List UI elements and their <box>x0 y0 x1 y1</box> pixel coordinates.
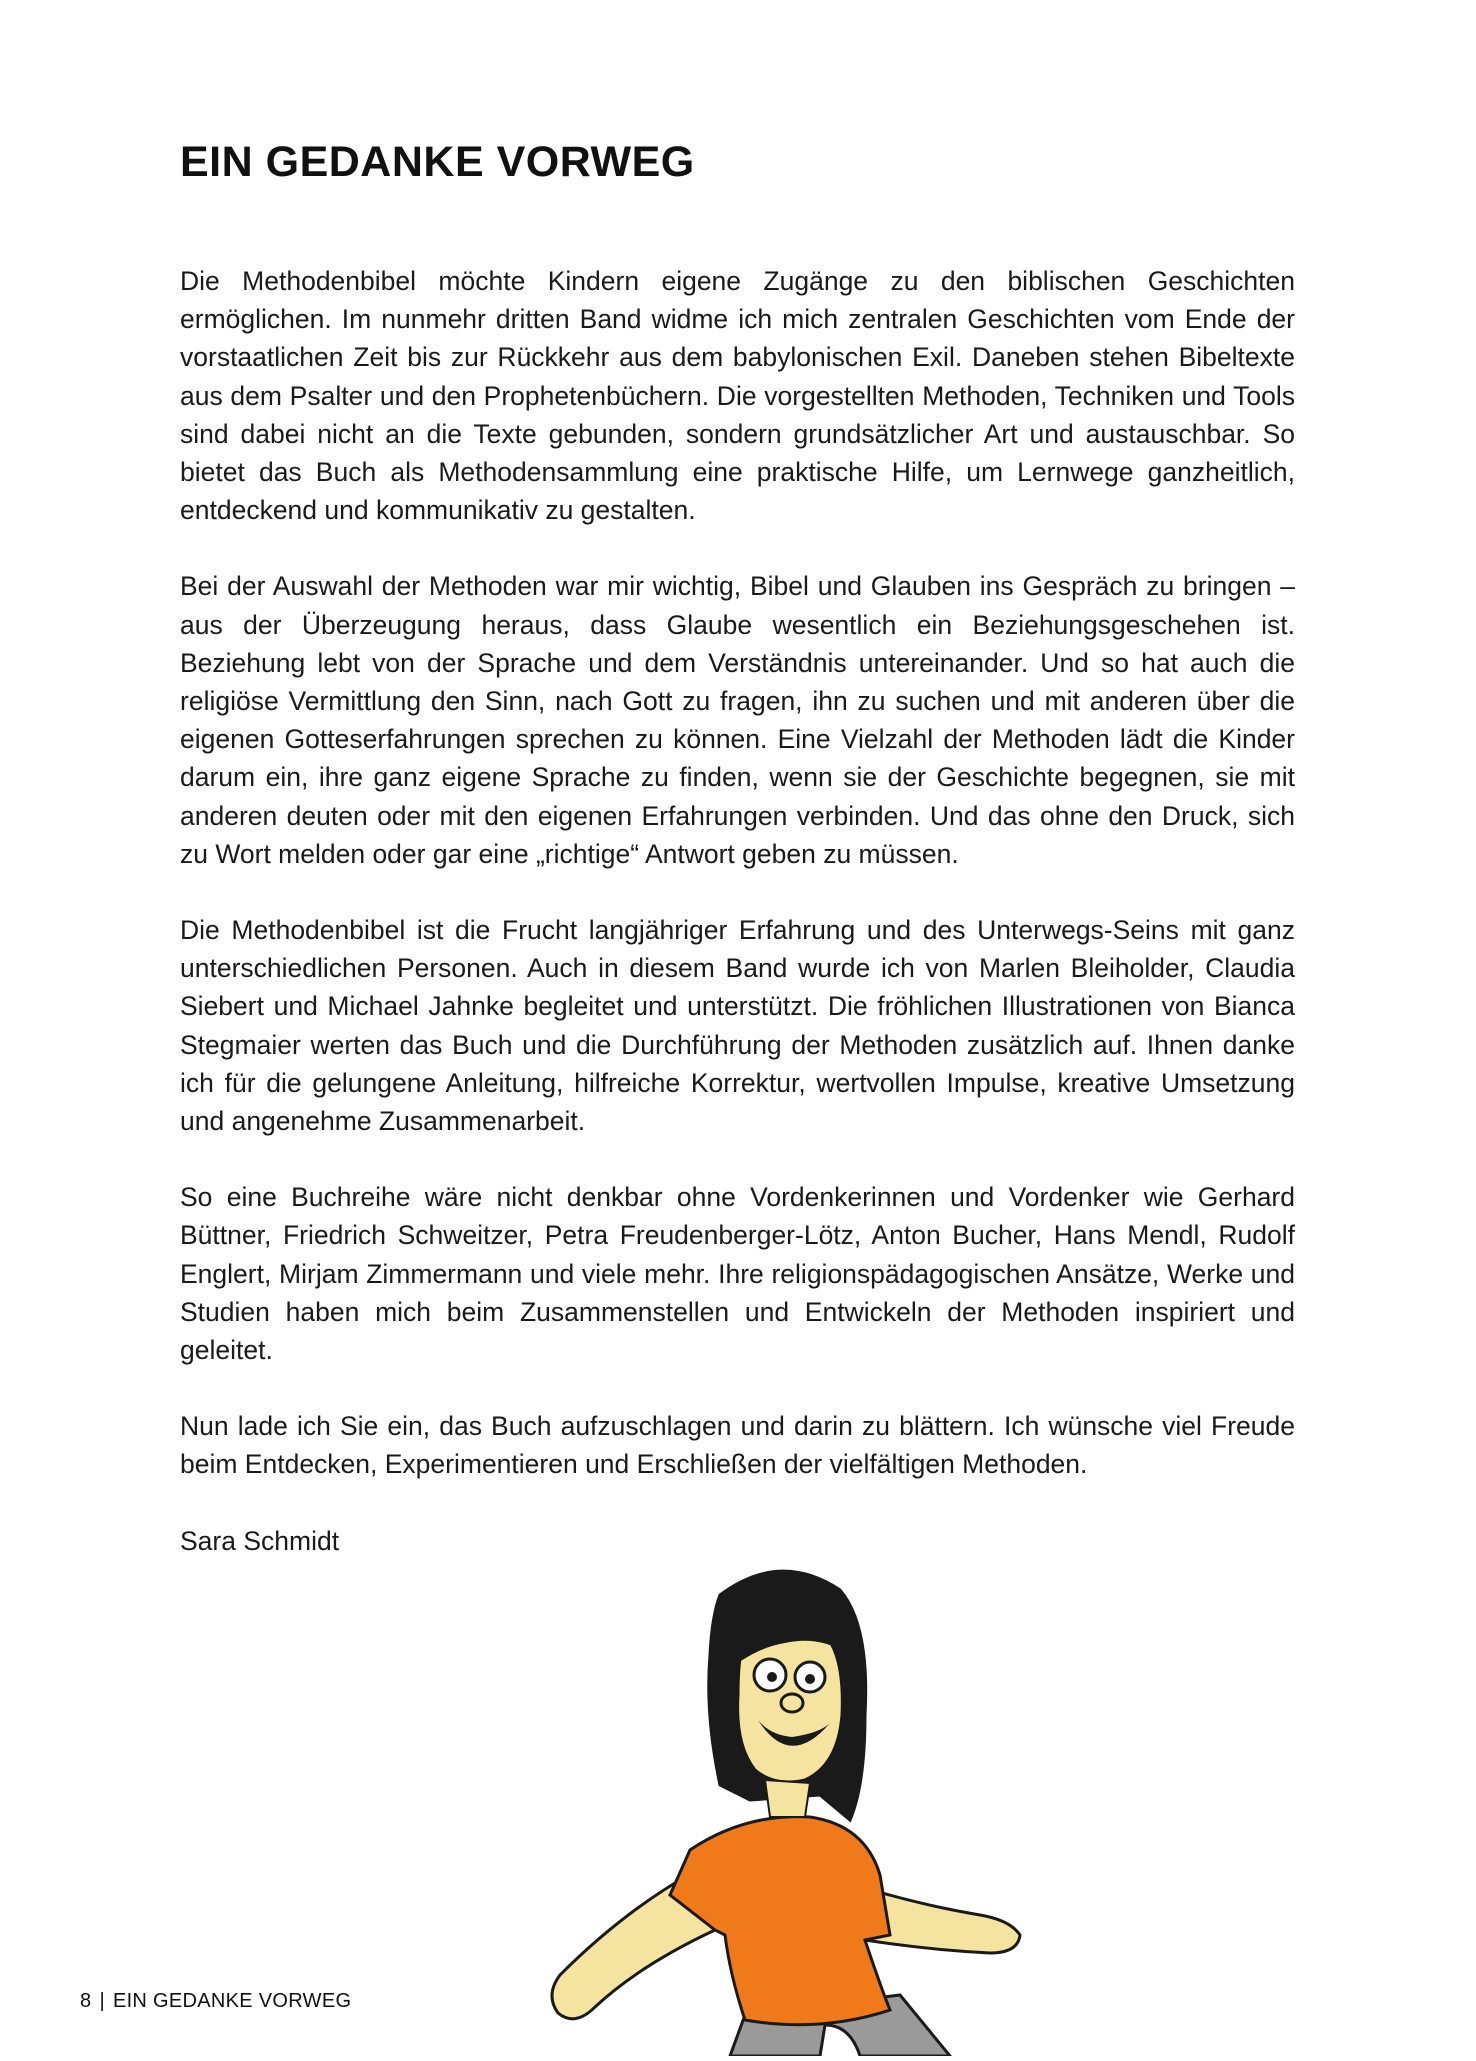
paragraph-thinkers: So eine Buchreihe wäre nicht denkbar ohne Vordenkerinnen und Vordenker wie Gerhard Büttner, Friedrich Schweitzer, Petra Freudenberger-Lötz, Anton Bucher, Hans Mendl, Rudolf Englert, Mirjam Zimmermann und viele mehr. Ihre religionspädagogischen Ansätze, Werke und Studien haben mich beim Zusammenstellen und Entwickeln der Methoden inspiriert und geleitet. <box>180 1182 1295 1366</box>
cartoon-child-illustration <box>520 1555 1040 2056</box>
paragraph-method-selection: Bei der Auswahl der Methoden war mir wichtig, Bibel und Glauben ins Gespräch zu bringen – aus der Überzeugung heraus, dass Glaube wesentlich ein Beziehungsgeschehen ist. Beziehung lebt von der Sprache und dem Verständnis untereinander. Und so hat auch die religiöse Vermittlung den Sinn, nach Gott zu fragen, ihn zu suchen und mit anderen über die eigenen Gotteserfahrungen sprechen zu können. Eine Vielzahl der Methoden lädt die Kinder darum ein, ihre ganz eigene Sprache zu finden, wenn sie der Geschichte begegnen, sie mit anderen deuten oder mit den eigenen Erfahrungen verbinden. Und das ohne den Druck, sich zu Wort melden oder gar eine „richtige“ Antwort geben zu müssen. <box>180 571 1295 869</box>
page-number: 8 <box>80 1990 92 2012</box>
shirt-shape <box>670 1817 890 2025</box>
page-footer <box>80 1990 351 2013</box>
paragraph-invitation: Nun lade ich Sie ein, das Buch aufzuschlagen und darin zu blättern. Ich wünsche viel Freude beim Entdecken, Experimentieren und Erschließen der vielfältigen Methoden. <box>180 1411 1295 1480</box>
cartoon-child-icon <box>520 1555 1040 2056</box>
footer-section-title: EIN GEDANKE VORWEG <box>112 1990 352 2012</box>
author-signature: Sara Schmidt <box>180 1525 340 1556</box>
footer-separator: | <box>99 1990 105 2012</box>
body-text <box>180 262 1295 1560</box>
nose-shape <box>781 1694 803 1712</box>
page-title: EIN GEDANKE VORWEG <box>180 138 695 186</box>
neck-shape <box>765 1780 810 1817</box>
paragraph-acknowledgements: Die Methodenbibel ist die Frucht langjähriger Erfahrung und des Unterwegs-Seins mit ganz unterschiedlichen Personen. Auch in diesem Band wurde ich von Marlen Bleiholder, Claudia Siebert und Michael Jahnke begleitet und unterstützt. Die fröhlichen Illustrationen von Bianca Stegmaier werten das Buch und die Durchführung der Methoden zusätzlich auf. Ihnen danke ich für die gelungene Anleitung, hilfreiche Korrektur, wertvollen Impulse, kreative Umsetzung und angenehme Zusammenarbeit. <box>180 915 1295 1137</box>
paragraph-intro: Die Methodenbibel möchte Kindern eigene Zugänge zu den biblischen Geschichten ermöglichen. Im nunmehr dritten Band widme ich mich zentralen Geschichten vom Ende der vorstaatlichen Zeit bis zur Rückkehr aus dem babylonischen Exil. Daneben stehen Bibeltexte aus dem Psalter und den Prophetenbüchern. Die vorgestellten Methoden, Techniken und Tools sind dabei nicht an die Texte gebunden, sondern grundsätzlicher Art und austauschbar. So bietet das Buch als Methodensammlung eine praktische Hilfe, um Lernwege ganzheitlich, entdeckend und kommunikativ zu gestalten. <box>180 266 1295 526</box>
